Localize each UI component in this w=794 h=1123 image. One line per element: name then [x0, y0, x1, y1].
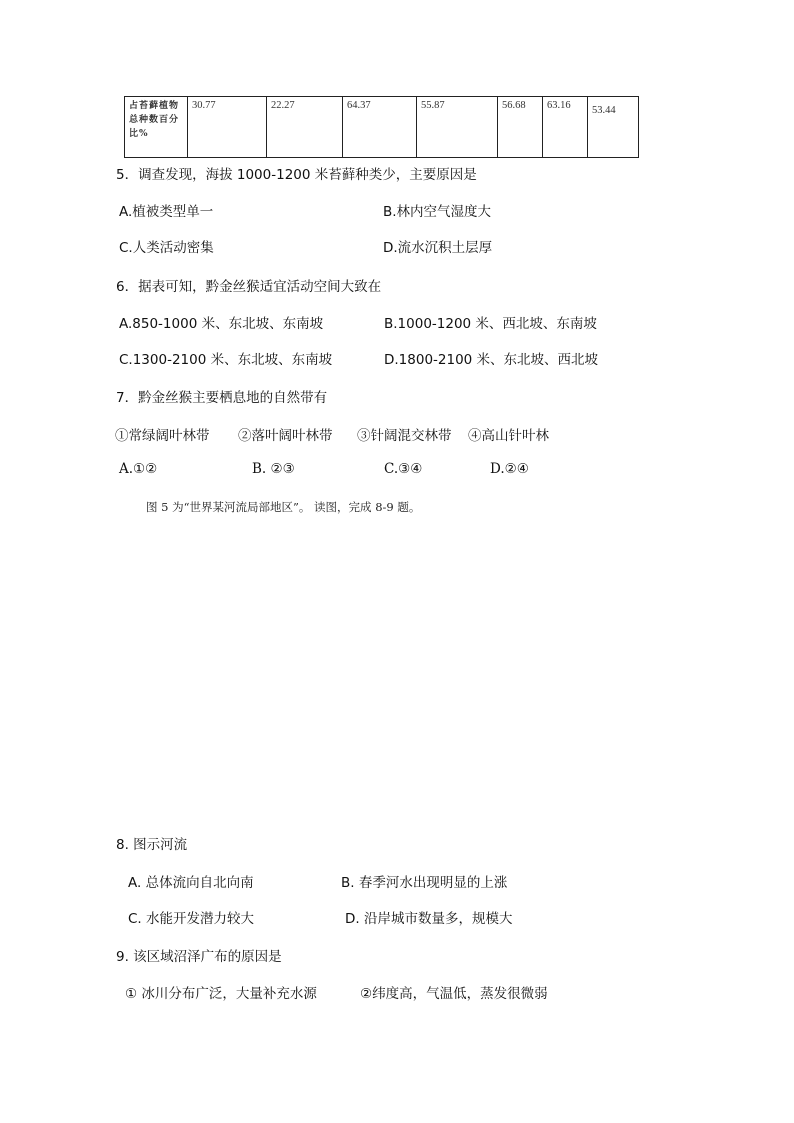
- table-cell: 56.68: [498, 97, 543, 158]
- question-5-stem: 5．调查发现，海拔 1000-1200 米苔藓种类少，主要原因是: [116, 167, 477, 183]
- question-8-stem: 8. 图示河流: [116, 837, 188, 853]
- table-cell: 53.44: [588, 97, 639, 158]
- question-5-option-b: B.林内空气湿度大: [383, 204, 492, 220]
- table-row: [125, 97, 639, 158]
- question-5-option-a: A.植被类型单一: [119, 204, 214, 220]
- question-7-option-b: B. ②③: [252, 461, 295, 477]
- question-7-option-c: C.③④: [384, 461, 423, 477]
- question-7-item-2: ②落叶阔叶林带: [238, 428, 333, 444]
- question-7-item-4: ④高山针叶林: [468, 428, 549, 444]
- question-7-option-d: D.②④: [490, 461, 529, 477]
- table-cell: 30.77: [188, 97, 267, 158]
- question-6-option-c: C.1300-2100 米、东北坡、东南坡: [119, 352, 333, 368]
- table-cell: 63.16: [543, 97, 588, 158]
- question-6-stem: 6．据表可知，黔金丝猴适宜活动空间大致在: [116, 279, 382, 295]
- table-cell: 64.37: [343, 97, 417, 158]
- table-cell: 22.27: [267, 97, 343, 158]
- question-6-option-a: A.850-1000 米、东北坡、东南坡: [119, 316, 324, 332]
- question-8-option-c: C. 水能开发潜力较大: [128, 911, 255, 927]
- question-9-item-1: ① 冰川分布广泛，大量补充水源: [125, 986, 317, 1002]
- question-7-stem: 7．黔金丝猴主要栖息地的自然带有: [116, 390, 328, 406]
- question-5-option-d: D.流水沉积土层厚: [383, 240, 493, 256]
- question-6-option-d: D.1800-2100 米、东北坡、西北坡: [384, 352, 599, 368]
- question-8-option-b: B. 春季河水出现明显的上涨: [341, 875, 508, 891]
- question-8-option-a: A. 总体流向自北向南: [128, 875, 254, 891]
- question-7-option-a: A.①②: [119, 461, 158, 477]
- question-5-option-c: C.人类活动密集: [119, 240, 214, 256]
- question-7-item-3: ③针阔混交林带: [357, 428, 452, 444]
- table-row-header: 占苔藓植物总种数百分比%: [125, 97, 188, 158]
- question-9-item-2: ②纬度高，气温低，蒸发很微弱: [360, 986, 548, 1002]
- table-cell: 55.87: [417, 97, 498, 158]
- question-7-item-1: ①常绿阔叶林带: [115, 428, 210, 444]
- figure-caption: 图 5 为“世界某河流局部地区”。 读图，完成 8-9 题。: [146, 500, 421, 514]
- question-8-option-d: D. 沿岸城市数量多，规模大: [345, 911, 513, 927]
- question-9-stem: 9. 该区域沼泽广布的原因是: [116, 949, 282, 965]
- question-6-option-b: B.1000-1200 米、西北坡、东南坡: [384, 316, 597, 332]
- figure-area: [116, 525, 676, 825]
- moss-statistics-table: [124, 96, 639, 158]
